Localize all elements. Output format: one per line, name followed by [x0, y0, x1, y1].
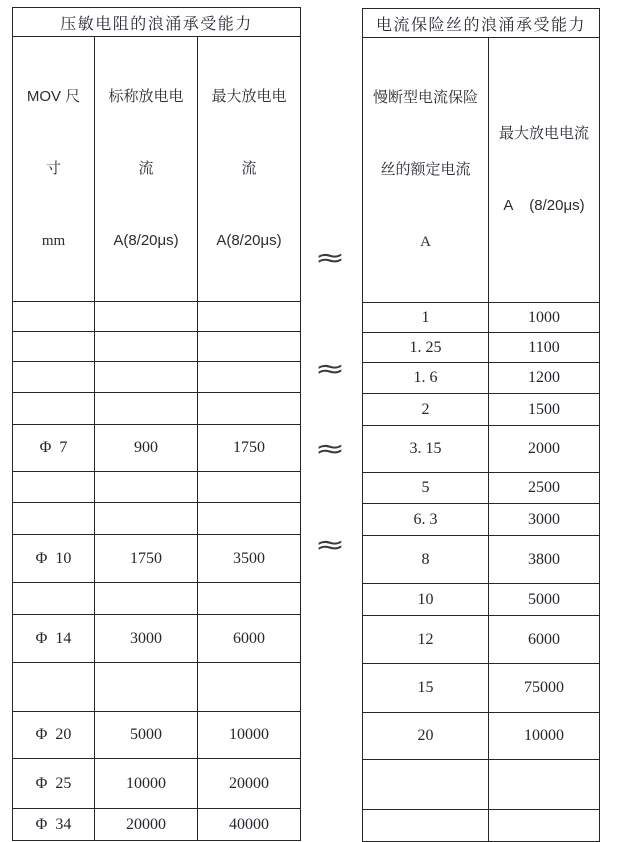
cell-nominal-current: 3000 — [95, 615, 198, 663]
table-row — [13, 362, 301, 393]
table-row — [363, 584, 600, 616]
cell-mov-size — [13, 332, 95, 362]
header-line: 流 — [138, 160, 154, 177]
cell-nominal-current: 1750 — [95, 535, 198, 583]
table-row — [363, 333, 600, 363]
cell-mov-size — [13, 503, 95, 535]
cell-max-current — [198, 472, 301, 503]
cell-max-current: 1750 — [198, 425, 301, 472]
table-row — [363, 473, 600, 504]
table-row — [363, 504, 600, 536]
cell-max-current — [198, 302, 301, 332]
table-row — [13, 535, 301, 583]
cell-max-current: 40000 — [198, 809, 301, 841]
cell-nominal-current: 5000 — [95, 712, 198, 759]
table-row — [363, 616, 600, 664]
cell-max-current — [198, 362, 301, 393]
table-row — [13, 302, 301, 332]
table-row — [363, 426, 600, 473]
cell-max-current — [198, 503, 301, 535]
cell-max-current — [198, 583, 301, 615]
header-line: 最大放电电流 — [499, 125, 590, 142]
cell-max-discharge: 2000 — [489, 426, 600, 473]
table-row — [13, 393, 301, 425]
cell-mov-size — [13, 393, 95, 425]
cell-max-discharge: 2500 — [489, 473, 600, 504]
mov-table-title: 压敏电阻的浪涌承受能力 — [13, 8, 301, 37]
cell-nominal-current: 900 — [95, 425, 198, 472]
cell-fuse-rating: 1. 25 — [363, 333, 489, 363]
cell-fuse-rating: 2 — [363, 394, 489, 426]
table-row — [13, 332, 301, 362]
header-line: 慢断型电流保险 — [372, 89, 478, 106]
table-row — [13, 663, 301, 712]
cell-max-discharge: 3000 — [489, 504, 600, 536]
cell-nominal-current — [95, 503, 198, 535]
table-row — [13, 759, 301, 809]
cell-nominal-current — [95, 332, 198, 362]
cell-max-discharge: 5000 — [489, 584, 600, 616]
header-line: MOV 尺 — [26, 88, 81, 105]
approx-equal-symbol: ≈ — [314, 243, 346, 272]
table-row — [363, 303, 600, 333]
table-row — [363, 664, 600, 713]
cell-fuse-rating: 8 — [363, 536, 489, 584]
cell-fuse-rating: 12 — [363, 616, 489, 664]
cell-nominal-current — [95, 393, 198, 425]
header-line: 标称放电电 — [108, 88, 184, 105]
cell-nominal-current — [95, 362, 198, 393]
table-row — [363, 713, 600, 760]
cell-max-discharge: 6000 — [489, 616, 600, 664]
cell-mov-size — [13, 472, 95, 503]
cell-max-current — [198, 663, 301, 712]
cell-mov-size — [13, 302, 95, 332]
cell-max-discharge — [489, 810, 600, 842]
header-line: mm — [41, 233, 66, 249]
fuse-surge-table — [362, 8, 600, 842]
cell-mov-size: Φ 14 — [13, 615, 95, 663]
cell-max-discharge: 3800 — [489, 536, 600, 584]
approx-equal-symbol: ≈ — [314, 354, 346, 383]
cell-max-discharge: 10000 — [489, 713, 600, 760]
cell-mov-size: Φ 10 — [13, 535, 95, 583]
header-mov-size — [13, 37, 95, 302]
header-line: A (8/20μs) — [503, 197, 585, 214]
table-row — [13, 583, 301, 615]
cell-mov-size: Φ 25 — [13, 759, 95, 809]
cell-mov-size — [13, 583, 95, 615]
cell-nominal-current — [95, 302, 198, 332]
cell-max-current — [198, 393, 301, 425]
cell-fuse-rating: 3. 15 — [363, 426, 489, 473]
approx-equal-symbol: ≈ — [314, 530, 346, 559]
cell-max-discharge: 1100 — [489, 333, 600, 363]
cell-mov-size — [13, 663, 95, 712]
table-row — [13, 809, 301, 841]
cell-mov-size: Φ 7 — [13, 425, 95, 472]
header-line: 最大放电电 — [211, 88, 287, 105]
header-line: 流 — [241, 160, 257, 177]
cell-mov-size: Φ 20 — [13, 712, 95, 759]
table-row — [13, 712, 301, 759]
cell-nominal-current: 10000 — [95, 759, 198, 809]
cell-max-current: 6000 — [198, 615, 301, 663]
cell-fuse-rating — [363, 810, 489, 842]
cell-max-discharge: 1000 — [489, 303, 600, 333]
cell-max-current: 3500 — [198, 535, 301, 583]
table-row — [363, 810, 600, 842]
table-row — [13, 615, 301, 663]
table-row — [363, 760, 600, 810]
header-line: A — [420, 234, 431, 250]
table-row — [13, 425, 301, 472]
cell-mov-size — [13, 362, 95, 393]
cell-fuse-rating: 15 — [363, 664, 489, 713]
cell-fuse-rating: 20 — [363, 713, 489, 760]
header-line: A(8/20μs) — [216, 232, 282, 249]
cell-nominal-current — [95, 472, 198, 503]
table-row — [13, 472, 301, 503]
header-line: 寸 — [45, 160, 61, 177]
cell-nominal-current: 20000 — [95, 809, 198, 841]
header-line: A(8/20μs) — [113, 232, 179, 249]
cell-fuse-rating: 1. 6 — [363, 363, 489, 394]
cell-max-current: 20000 — [198, 759, 301, 809]
header-nominal-current — [95, 37, 198, 302]
table-row — [13, 503, 301, 535]
cell-max-current: 10000 — [198, 712, 301, 759]
cell-mov-size: Φ 34 — [13, 809, 95, 841]
table-row — [363, 536, 600, 584]
cell-fuse-rating: 1 — [363, 303, 489, 333]
header-fuse-rated-current — [363, 38, 489, 303]
header-max-current — [198, 37, 301, 302]
cell-fuse-rating: 5 — [363, 473, 489, 504]
cell-max-discharge: 1500 — [489, 394, 600, 426]
mov-surge-table — [12, 7, 301, 841]
cell-max-discharge — [489, 760, 600, 810]
table-row — [363, 394, 600, 426]
table-row — [363, 363, 600, 394]
header-max-discharge-current — [489, 38, 600, 303]
cell-max-current — [198, 332, 301, 362]
cell-fuse-rating: 10 — [363, 584, 489, 616]
cell-fuse-rating — [363, 760, 489, 810]
cell-fuse-rating: 6. 3 — [363, 504, 489, 536]
header-line: 丝的额定电流 — [380, 161, 471, 178]
cell-nominal-current — [95, 583, 198, 615]
cell-max-discharge: 1200 — [489, 363, 600, 394]
cell-max-discharge: 75000 — [489, 664, 600, 713]
cell-nominal-current — [95, 663, 198, 712]
approx-equal-symbol: ≈ — [314, 434, 346, 463]
fuse-table-title: 电流保险丝的浪涌承受能力 — [363, 9, 600, 38]
